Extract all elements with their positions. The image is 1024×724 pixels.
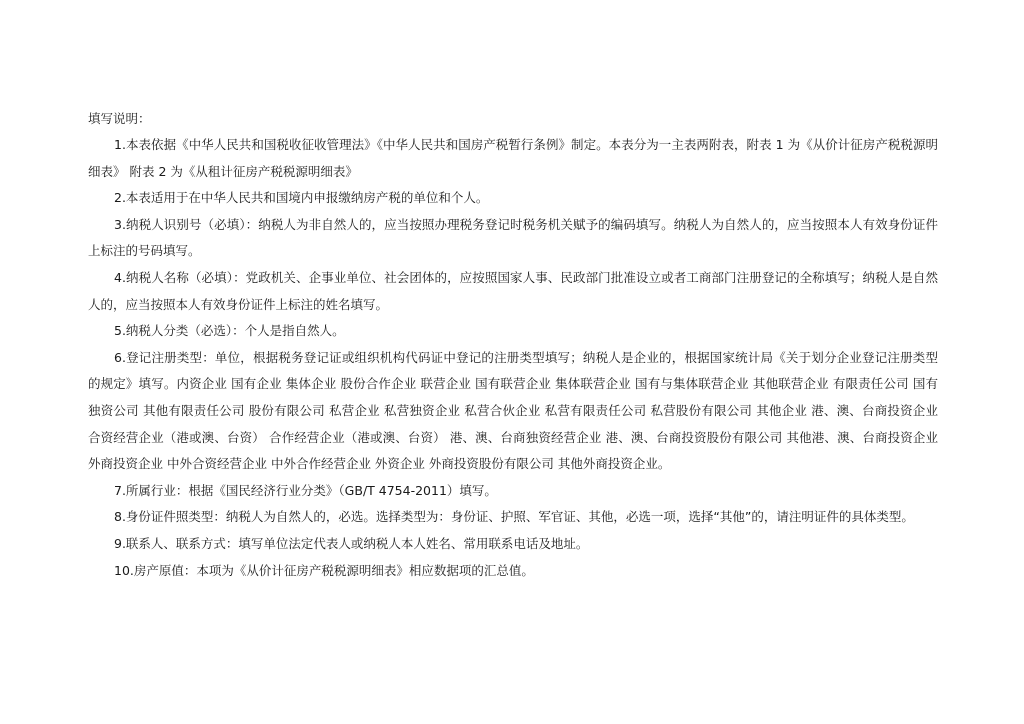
instruction-item-9: 9.联系人、联系方式：填写单位法定代表人或纳税人本人姓名、常用联系电话及地址。 bbox=[114, 535, 589, 551]
instruction-item-5: 5.纳税人分类（必选）：个人是指自然人。 bbox=[114, 323, 345, 339]
instruction-item-10: 10.房产原值：本项为《从价计征房产税税源明细表》相应数据项的汇总值。 bbox=[114, 562, 534, 578]
instructions-section bbox=[88, 110, 938, 584]
instruction-item-2: 2.本表适用于在中华人民共和国境内申报缴纳房产税的单位和个人。 bbox=[114, 190, 489, 206]
instructions-heading: 填写说明： bbox=[88, 111, 151, 126]
instruction-item-1: 1.本表依据《中华人民共和国税收征收管理法》《中华人民共和国房产税暂行条例》制定。本表分为一主表两附表，附表 1 为《从价计征房产税税源明细表》 附表 2 为《从租计征房产税税源明细表》 bbox=[88, 137, 938, 179]
instruction-item-7: 7.所属行业：根据《国民经济行业分类》（GB/T 4754-2011）填写。 bbox=[114, 482, 497, 498]
instruction-item-6: 6.登记注册类型：单位，根据税务登记证或组织机构代码证中登记的注册类型填写；纳税人是企业的，根据国家统计局《关于划分企业登记注册类型的规定》填写。内资企业 国有企业 集体企业 股份合作企业 联营企业 国有联营企业 集体联营企业 国有与集体联营企业 其他联营企业 有限责任公司 国有独资公司 其他有限责任公司 股份有限公司 私营企业 私营独资企业 私营合伙企业 私营有限责任公司 私营股份有限公司 其他企业 港、澳、台商投资企业 合资经营企业（港或澳、台资） 合作经营企业（港或澳、台资） 港、澳、台商独资经营企业 港、澳、台商投资股份有限公司 其他港、澳、台商投资企业 外商投资企业 中外合资经营企业 中外合作经营企业 外资企业 外商投资股份有限公司 其他外商投资企业。 bbox=[88, 349, 938, 472]
instruction-item-3: 3.纳税人识别号（必填）：纳税人为非自然人的，应当按照办理税务登记时税务机关赋予的编码填写。纳税人为自然人的，应当按照本人有效身份证件上标注的号码填写。 bbox=[88, 216, 938, 259]
instruction-item-8: 8.身份证件照类型：纳税人为自然人的，必选。选择类型为：身份证、护照、军官证、其他，必选一项，选择“其他”的，请注明证件的具体类型。 bbox=[114, 509, 914, 525]
instruction-item-4: 4.纳税人名称（必填）：党政机关、企事业单位、社会团体的，应按照国家人事、民政部门批准设立或者工商部门注册登记的全称填写；纳税人是自然人的，应当按照本人有效身份证件上标注的姓名填写。 bbox=[88, 269, 938, 312]
